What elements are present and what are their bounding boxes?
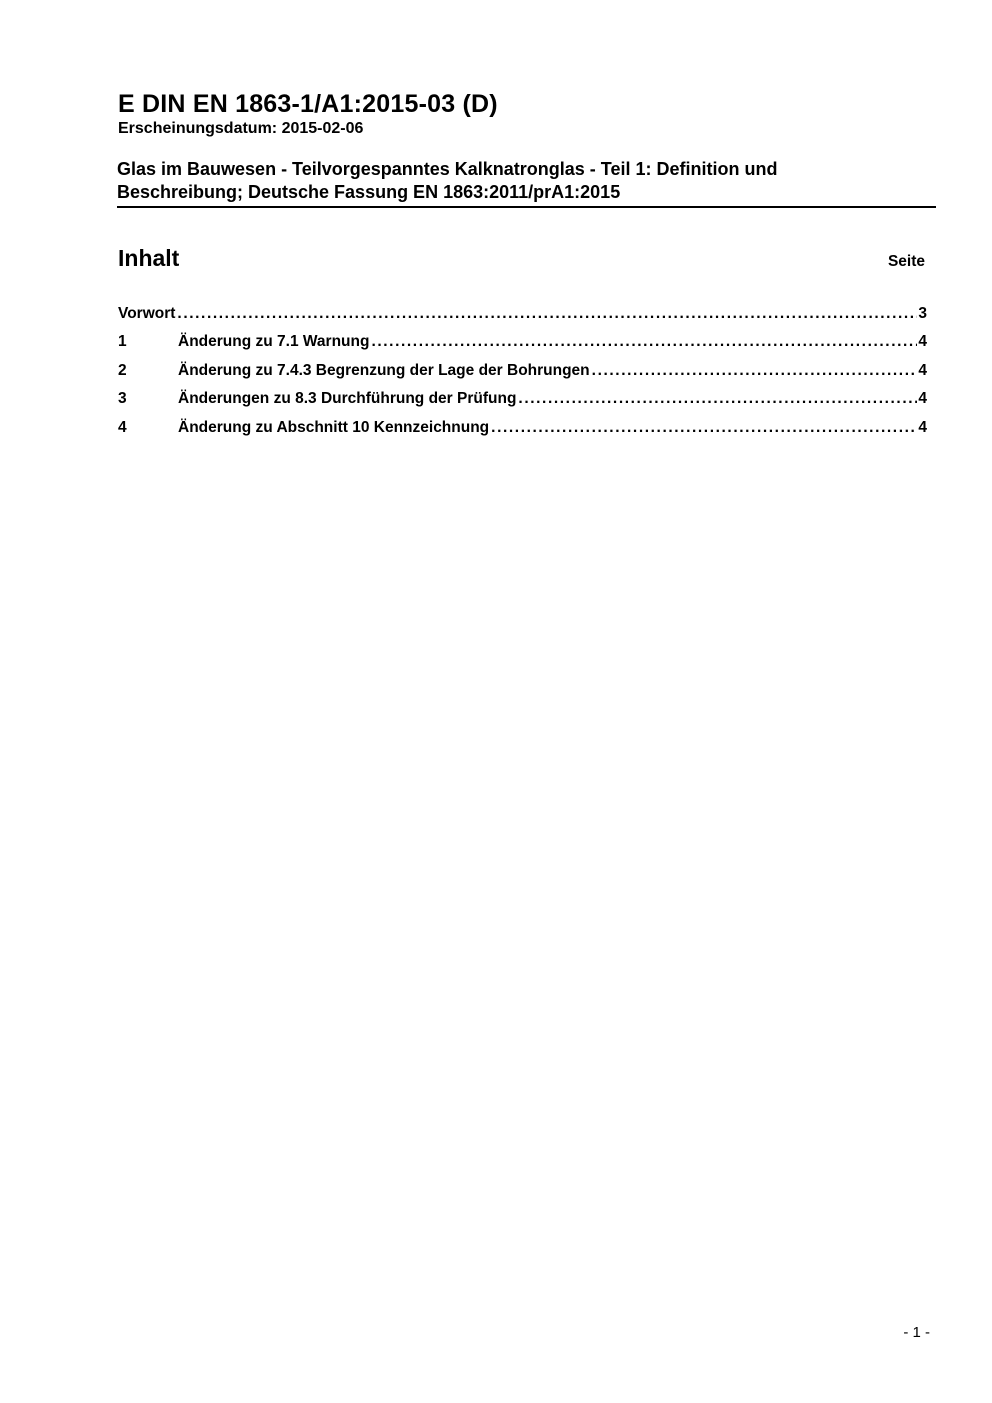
toc-entry-page: 4 [918, 390, 927, 408]
document-header [118, 91, 938, 138]
toc-entry-label: Änderung zu Abschnitt 10 Kennzeichnung [178, 418, 490, 436]
toc-header [118, 245, 925, 271]
document-subtitle: Glas im Bauwesen - Teilvorgespanntes Kalknatronglas - Teil 1: Definition und Beschreibung; Deutsche Fassung EN 1863:2011/prA1:2015 [117, 159, 778, 202]
toc-entry-label: Vorwort [118, 305, 176, 322]
release-date: Erscheinungsdatum: 2015-02-06 [118, 120, 364, 137]
toc-entry[interactable] [118, 414, 927, 442]
document-title: E DIN EN 1863-1/A1:2015-03 (D) [118, 90, 498, 118]
toc-entry-number: 1 [118, 333, 127, 351]
toc-entry-page: 4 [918, 361, 927, 379]
toc-dot-leader [177, 300, 917, 328]
toc-dot-leader [592, 357, 918, 385]
document-subtitle-rule [117, 158, 936, 208]
toc-entry[interactable] [118, 300, 927, 328]
page-number: - 1 - [903, 1324, 930, 1341]
toc-dot-leader [491, 414, 917, 442]
toc-entry-page: 3 [918, 305, 927, 322]
toc-entry-label: Änderung zu 7.1 Warnung [178, 333, 370, 351]
toc-entry-label: Änderungen zu 8.3 Durchführung der Prüfung [178, 390, 517, 408]
toc-list [118, 300, 927, 442]
toc-entry[interactable] [118, 328, 927, 356]
toc-entry-page: 4 [918, 333, 927, 351]
toc-entry-number: 3 [118, 390, 127, 408]
toc-entry-number: 4 [118, 418, 127, 436]
toc-dot-leader [371, 328, 917, 356]
toc-entry-number: 2 [118, 361, 127, 379]
toc-heading: Inhalt [118, 245, 180, 271]
toc-entry-label: Änderung zu 7.4.3 Begrenzung der Lage der Bohrungen [178, 361, 590, 379]
toc-entry[interactable] [118, 385, 927, 413]
toc-entry[interactable] [118, 357, 927, 385]
toc-dot-leader [518, 385, 917, 413]
toc-page-column-label: Seite [887, 253, 925, 270]
toc-entry-page: 4 [918, 418, 927, 436]
